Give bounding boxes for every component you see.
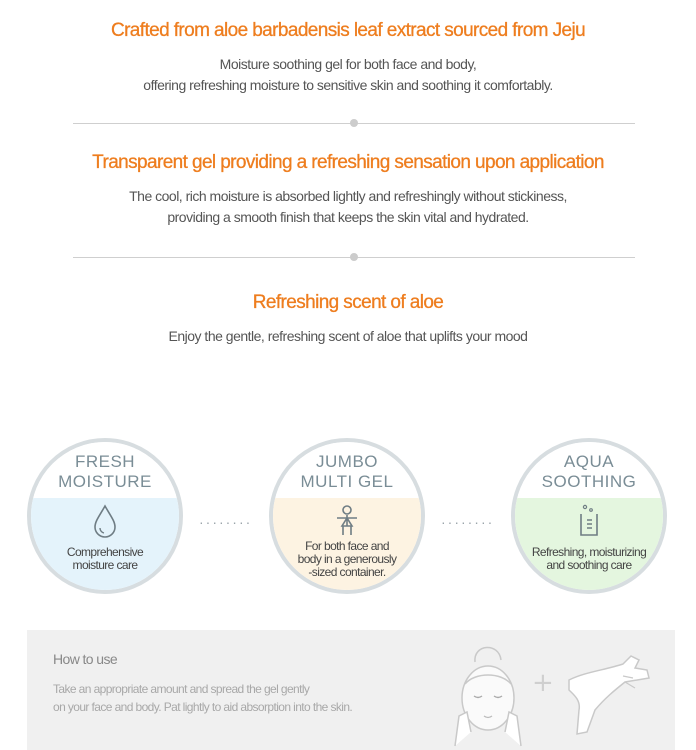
caption-line: moisture care bbox=[72, 558, 138, 572]
caption-line: body in a generously bbox=[297, 552, 397, 566]
badge-caption bbox=[515, 546, 663, 572]
description-line: offering refreshing moisture to sensitive skin and soothing it comfortably. bbox=[143, 77, 553, 93]
section-divider bbox=[73, 123, 635, 124]
feature-block-3 bbox=[0, 292, 696, 347]
description-line: providing a smooth finish that keeps the skin vital and hydrated. bbox=[167, 209, 529, 225]
caption-line: -sized container. bbox=[308, 565, 386, 579]
divider-dot bbox=[350, 119, 358, 127]
badge-title bbox=[31, 442, 179, 498]
person-icon bbox=[333, 504, 361, 538]
divider-dot bbox=[350, 253, 358, 261]
caption-line: Comprehensive bbox=[66, 545, 144, 559]
description-line: Moisture soothing gel for both face and body, bbox=[219, 56, 477, 72]
arm-icon bbox=[565, 650, 655, 740]
water-drop-icon bbox=[91, 504, 119, 538]
how-to-use-panel bbox=[27, 630, 675, 750]
beaker-icon bbox=[575, 504, 603, 538]
feature-description bbox=[0, 54, 696, 96]
dotted-connector: ········ bbox=[199, 514, 253, 530]
badge-title-line: SOOTHING bbox=[541, 472, 637, 491]
feature-block-2 bbox=[0, 152, 696, 228]
badge-title-line: FRESH bbox=[74, 452, 136, 471]
feature-description bbox=[0, 326, 696, 347]
description-line: The cool, rich moisture is absorbed lightly and refreshingly without stickiness, bbox=[129, 188, 567, 204]
feature-block-1 bbox=[0, 20, 696, 96]
feature-heading: Crafted from aloe barbadensis leaf extract sourced from Jeju bbox=[110, 20, 586, 41]
caption-line: For both face and bbox=[305, 539, 389, 553]
badge-title-line: JUMBO bbox=[316, 452, 378, 471]
instruction-line: Take an appropriate amount and spread the gel gently bbox=[53, 682, 310, 696]
feature-heading: Transparent gel providing a refreshing sensation upon application bbox=[92, 152, 604, 173]
badge-title-line: MOISTURE bbox=[58, 472, 152, 491]
how-to-title: How to use bbox=[53, 651, 118, 667]
badge-caption bbox=[31, 546, 179, 572]
how-to-instructions bbox=[53, 680, 433, 716]
badge-title bbox=[515, 442, 663, 498]
badge-fresh-moisture bbox=[27, 438, 183, 594]
badge-caption bbox=[273, 540, 421, 579]
caption-line: Refreshing, moisturizing bbox=[531, 545, 647, 559]
badge-jumbo-multi-gel bbox=[269, 438, 425, 594]
feature-heading: Refreshing scent of aloe bbox=[252, 292, 444, 313]
badge-title bbox=[273, 442, 421, 498]
section-divider bbox=[73, 257, 635, 258]
badge-title-line: MULTI GEL bbox=[300, 472, 394, 491]
description-line: Enjoy the gentle, refreshing scent of aloe that uplifts your mood bbox=[168, 328, 528, 344]
badge-title-line: AQUA bbox=[563, 452, 615, 471]
badge-aqua-soothing bbox=[511, 438, 667, 594]
feature-description bbox=[0, 186, 696, 228]
face-wash-icon bbox=[447, 636, 527, 748]
dotted-connector: ········ bbox=[441, 514, 495, 530]
instruction-line: on your face and body. Pat lightly to aid absorption into the skin. bbox=[53, 700, 353, 714]
plus-icon: + bbox=[532, 668, 554, 698]
caption-line: and soothing care bbox=[546, 558, 632, 572]
